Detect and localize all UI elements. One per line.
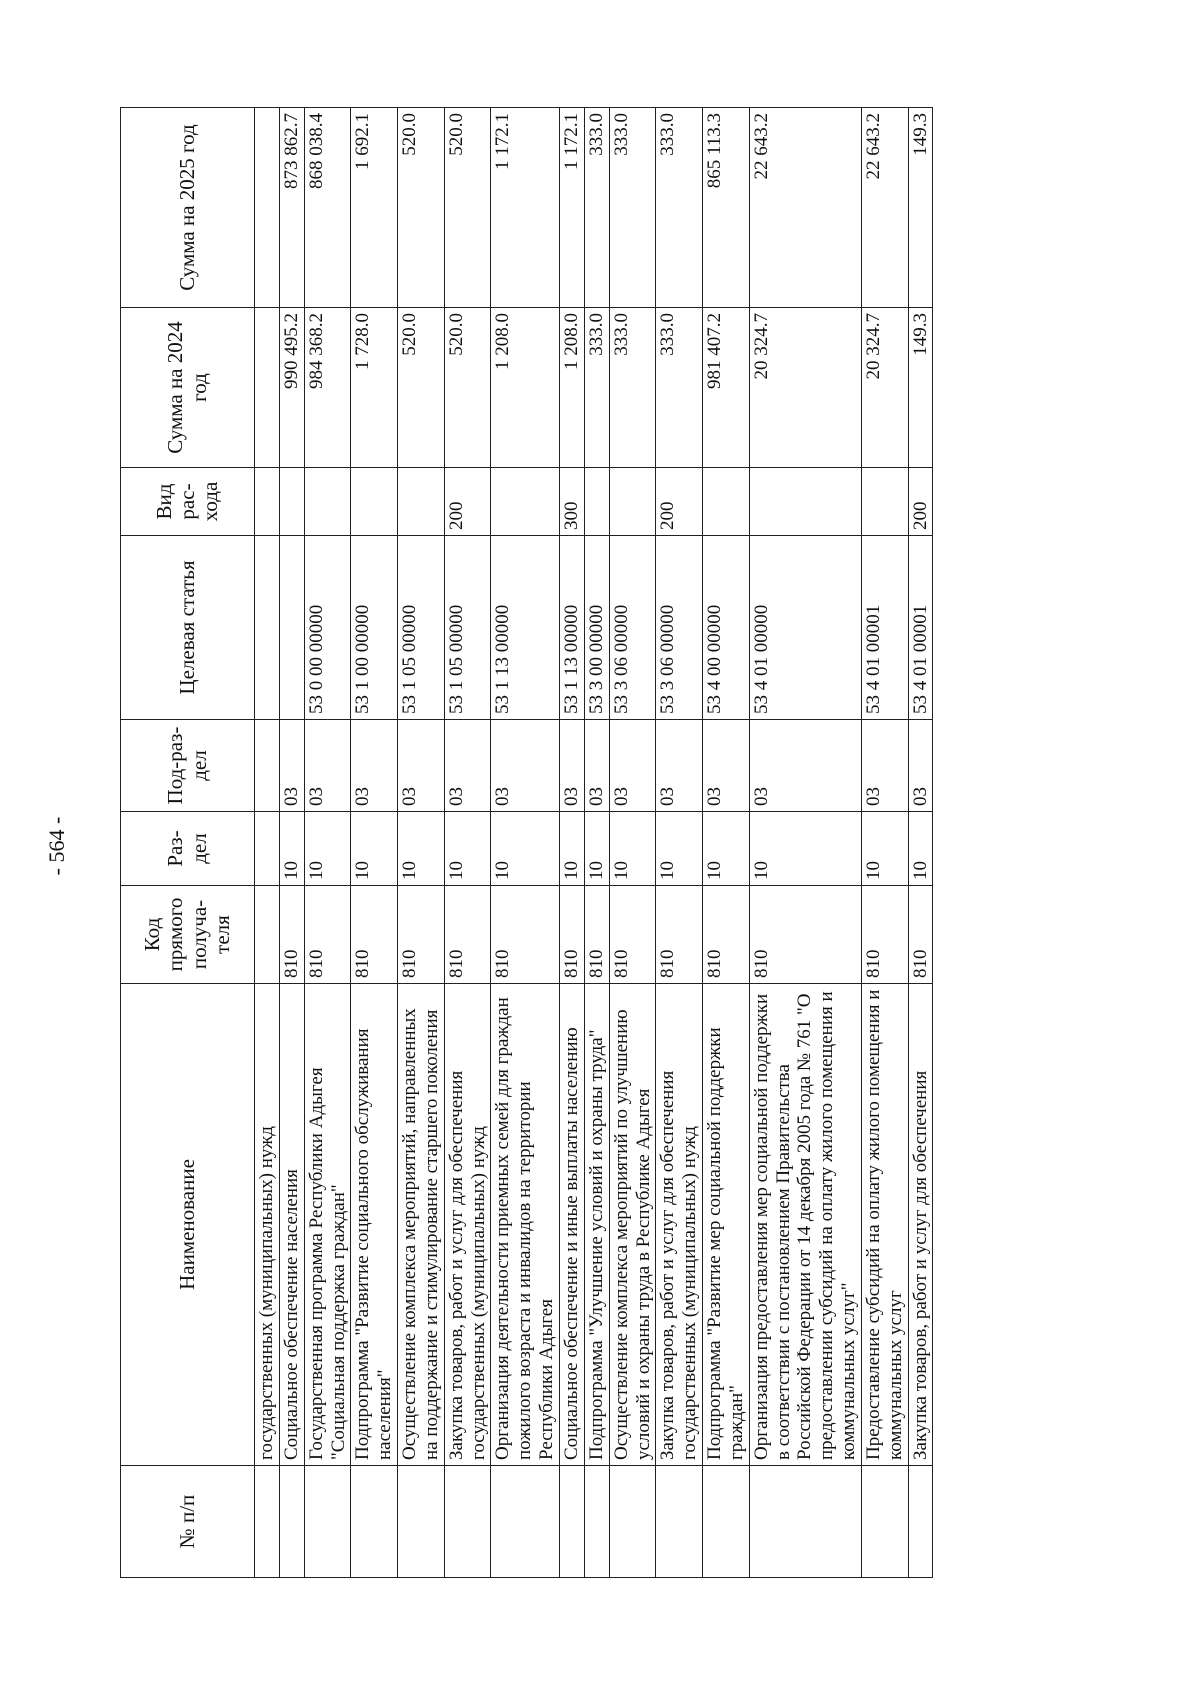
cell-name: Организация предоставления мер социальной поддержки в соответствии с постановлением Правительства Российской Федерации от 14 декабря 2005 года № 761 "О предоставлении субсидий на оплату жилого помещения и коммунальных услуг" <box>749 984 861 1466</box>
cell-expense: 200 <box>908 468 933 536</box>
cell-target: 53 4 00 00000 <box>703 536 750 720</box>
header-subsection: Под-раз-дел <box>121 720 255 812</box>
header-target: Целевая статья <box>121 536 255 720</box>
cell-name: Социальное обеспечение и иные выплаты населению <box>559 984 584 1466</box>
cell-name: Осуществление комплекса мероприятий по улучшению условий и охраны труда в Республике Адыгея <box>609 984 656 1466</box>
cell-recipient: 810 <box>749 886 861 984</box>
cell-subsection: 03 <box>351 720 398 812</box>
header-expense: Вид рас-хода <box>121 468 255 536</box>
cell-expense <box>609 468 656 536</box>
cell-num <box>656 1466 703 1578</box>
cell-target: 53 1 05 00000 <box>444 536 491 720</box>
table-row <box>279 108 304 1578</box>
table-row <box>444 108 491 1578</box>
cell-sum-2025: 1 172.1 <box>559 108 584 308</box>
cell-section: 10 <box>398 812 445 886</box>
cell-name: Закупка товаров, работ и услуг для обеспечения государственных (муниципальных) нужд <box>656 984 703 1466</box>
cell-sum-2024: 333.0 <box>584 308 609 468</box>
cell-sum-2024: 990 495.2 <box>279 308 304 468</box>
cell-expense: 200 <box>444 468 491 536</box>
cell-subsection: 03 <box>559 720 584 812</box>
cell-sum-2024: 1 208.0 <box>559 308 584 468</box>
cell-sum-2024: 520.0 <box>444 308 491 468</box>
cell-sum-2024: 981 407.2 <box>703 308 750 468</box>
cell-num <box>584 1466 609 1578</box>
cell-sum-2024 <box>255 308 280 468</box>
cell-name: государственных (муниципальных) нужд <box>255 984 280 1466</box>
cell-sum-2025: 520.0 <box>444 108 491 308</box>
cell-name: Закупка товаров, работ и услуг для обеспечения государственных (муниципальных) нужд <box>444 984 491 1466</box>
cell-recipient: 810 <box>398 886 445 984</box>
header-sum-2025: Сумма на 2025 год <box>121 108 255 308</box>
cell-section: 10 <box>656 812 703 886</box>
cell-expense: 200 <box>656 468 703 536</box>
cell-subsection: 03 <box>491 720 560 812</box>
cell-num <box>398 1466 445 1578</box>
cell-sum-2025: 333.0 <box>584 108 609 308</box>
cell-sum-2025: 22 643.2 <box>861 108 908 308</box>
cell-sum-2024: 1 728.0 <box>351 308 398 468</box>
cell-expense <box>304 468 351 536</box>
cell-subsection: 03 <box>444 720 491 812</box>
table-row <box>304 108 351 1578</box>
cell-num <box>279 1466 304 1578</box>
cell-section: 10 <box>703 812 750 886</box>
header-row <box>121 108 255 1578</box>
cell-name: Государственная программа Республики Адыгея "Социальная поддержка граждан" <box>304 984 351 1466</box>
cell-expense <box>861 468 908 536</box>
table-row <box>559 108 584 1578</box>
table-row <box>656 108 703 1578</box>
cell-sum-2025: 873 862.7 <box>279 108 304 308</box>
cell-num <box>908 1466 933 1578</box>
cell-subsection: 03 <box>908 720 933 812</box>
cell-subsection: 03 <box>861 720 908 812</box>
cell-section: 10 <box>609 812 656 886</box>
cell-subsection: 03 <box>749 720 861 812</box>
table-row <box>749 108 861 1578</box>
header-recipient: Код прямого получа-теля <box>121 886 255 984</box>
cell-sum-2025: 333.0 <box>609 108 656 308</box>
cell-target: 53 4 01 00000 <box>749 536 861 720</box>
cell-recipient: 810 <box>444 886 491 984</box>
cell-target: 53 3 00 00000 <box>584 536 609 720</box>
cell-expense <box>491 468 560 536</box>
cell-recipient: 810 <box>703 886 750 984</box>
table-row <box>255 108 280 1578</box>
cell-recipient: 810 <box>656 886 703 984</box>
cell-section: 10 <box>584 812 609 886</box>
table-row <box>861 108 908 1578</box>
cell-target: 53 1 00 00000 <box>351 536 398 720</box>
cell-target: 53 3 06 00000 <box>656 536 703 720</box>
cell-num <box>609 1466 656 1578</box>
cell-target: 53 4 01 00001 <box>908 536 933 720</box>
table-row <box>703 108 750 1578</box>
cell-sum-2025: 865 113.3 <box>703 108 750 308</box>
table-row <box>609 108 656 1578</box>
cell-sum-2025 <box>255 108 280 308</box>
page-number: - 564 - <box>44 816 69 876</box>
cell-sum-2024: 20 324.7 <box>861 308 908 468</box>
cell-target: 53 1 05 00000 <box>398 536 445 720</box>
cell-target: 53 4 01 00001 <box>861 536 908 720</box>
cell-num <box>559 1466 584 1578</box>
cell-target <box>255 536 280 720</box>
cell-recipient: 810 <box>908 886 933 984</box>
cell-expense <box>351 468 398 536</box>
cell-name: Закупка товаров, работ и услуг для обеспечения <box>908 984 933 1466</box>
cell-sum-2024: 333.0 <box>609 308 656 468</box>
budget-table <box>120 107 933 1578</box>
cell-target: 53 1 13 00000 <box>559 536 584 720</box>
cell-section: 10 <box>444 812 491 886</box>
cell-num <box>255 1466 280 1578</box>
cell-sum-2024: 20 324.7 <box>749 308 861 468</box>
cell-subsection: 03 <box>279 720 304 812</box>
cell-num <box>444 1466 491 1578</box>
cell-expense <box>749 468 861 536</box>
cell-section: 10 <box>559 812 584 886</box>
cell-section: 10 <box>908 812 933 886</box>
cell-sum-2024: 1 208.0 <box>491 308 560 468</box>
rotated-table-container <box>120 108 1100 1578</box>
table-row <box>584 108 609 1578</box>
cell-sum-2025: 520.0 <box>398 108 445 308</box>
cell-name: Предоставление субсидий на оплату жилого помещения и коммунальных услуг <box>861 984 908 1466</box>
cell-recipient: 810 <box>559 886 584 984</box>
cell-recipient: 810 <box>304 886 351 984</box>
header-num: № п/п <box>121 1466 255 1578</box>
cell-sum-2024: 520.0 <box>398 308 445 468</box>
header-sum-2024: Сумма на 2024 год <box>121 308 255 468</box>
cell-subsection: 03 <box>304 720 351 812</box>
cell-expense <box>703 468 750 536</box>
cell-subsection: 03 <box>703 720 750 812</box>
cell-recipient: 810 <box>584 886 609 984</box>
cell-expense: 300 <box>559 468 584 536</box>
cell-num <box>351 1466 398 1578</box>
cell-target: 53 3 06 00000 <box>609 536 656 720</box>
cell-sum-2025: 22 643.2 <box>749 108 861 308</box>
table-row <box>351 108 398 1578</box>
cell-subsection: 03 <box>584 720 609 812</box>
cell-expense <box>584 468 609 536</box>
header-section: Раз-дел <box>121 812 255 886</box>
cell-name: Осуществление комплекса мероприятий, направленных на поддержание и стимулирование старшего поколения <box>398 984 445 1466</box>
cell-recipient: 810 <box>861 886 908 984</box>
cell-num <box>491 1466 560 1578</box>
cell-sum-2024: 984 368.2 <box>304 308 351 468</box>
table-row <box>908 108 933 1578</box>
cell-num <box>749 1466 861 1578</box>
cell-sum-2024: 149.3 <box>908 308 933 468</box>
cell-expense <box>398 468 445 536</box>
cell-target: 53 1 13 00000 <box>491 536 560 720</box>
table-row <box>491 108 560 1578</box>
cell-num <box>703 1466 750 1578</box>
cell-subsection: 03 <box>398 720 445 812</box>
cell-sum-2024: 333.0 <box>656 308 703 468</box>
cell-recipient: 810 <box>351 886 398 984</box>
cell-recipient: 810 <box>279 886 304 984</box>
cell-name: Организация деятельности приемных семей для граждан пожилого возраста и инвалидов на территории Республики Адыгея <box>491 984 560 1466</box>
cell-sum-2025: 1 172.1 <box>491 108 560 308</box>
cell-subsection <box>255 720 280 812</box>
cell-section: 10 <box>749 812 861 886</box>
table-row <box>398 108 445 1578</box>
cell-num <box>861 1466 908 1578</box>
cell-section: 10 <box>861 812 908 886</box>
cell-recipient: 810 <box>609 886 656 984</box>
cell-subsection: 03 <box>609 720 656 812</box>
cell-name: Социальное обеспечение населения <box>279 984 304 1466</box>
cell-name: Подпрограмма "Развитие мер социальной поддержки граждан" <box>703 984 750 1466</box>
cell-recipient <box>255 886 280 984</box>
cell-name: Подпрограмма "Улучшение условий и охраны труда" <box>584 984 609 1466</box>
cell-sum-2025: 1 692.1 <box>351 108 398 308</box>
cell-expense <box>255 468 280 536</box>
cell-sum-2025: 868 038.4 <box>304 108 351 308</box>
cell-num <box>304 1466 351 1578</box>
cell-section: 10 <box>351 812 398 886</box>
cell-sum-2025: 149.3 <box>908 108 933 308</box>
table-body <box>255 108 933 1578</box>
cell-expense <box>279 468 304 536</box>
header-name: Наименование <box>121 984 255 1466</box>
cell-section <box>255 812 280 886</box>
cell-name: Подпрограмма "Развитие социального обслуживания населения" <box>351 984 398 1466</box>
cell-sum-2025: 333.0 <box>656 108 703 308</box>
cell-subsection: 03 <box>656 720 703 812</box>
cell-section: 10 <box>491 812 560 886</box>
cell-recipient: 810 <box>491 886 560 984</box>
cell-target: 53 0 00 00000 <box>304 536 351 720</box>
cell-section: 10 <box>304 812 351 886</box>
cell-section: 10 <box>279 812 304 886</box>
cell-target <box>279 536 304 720</box>
